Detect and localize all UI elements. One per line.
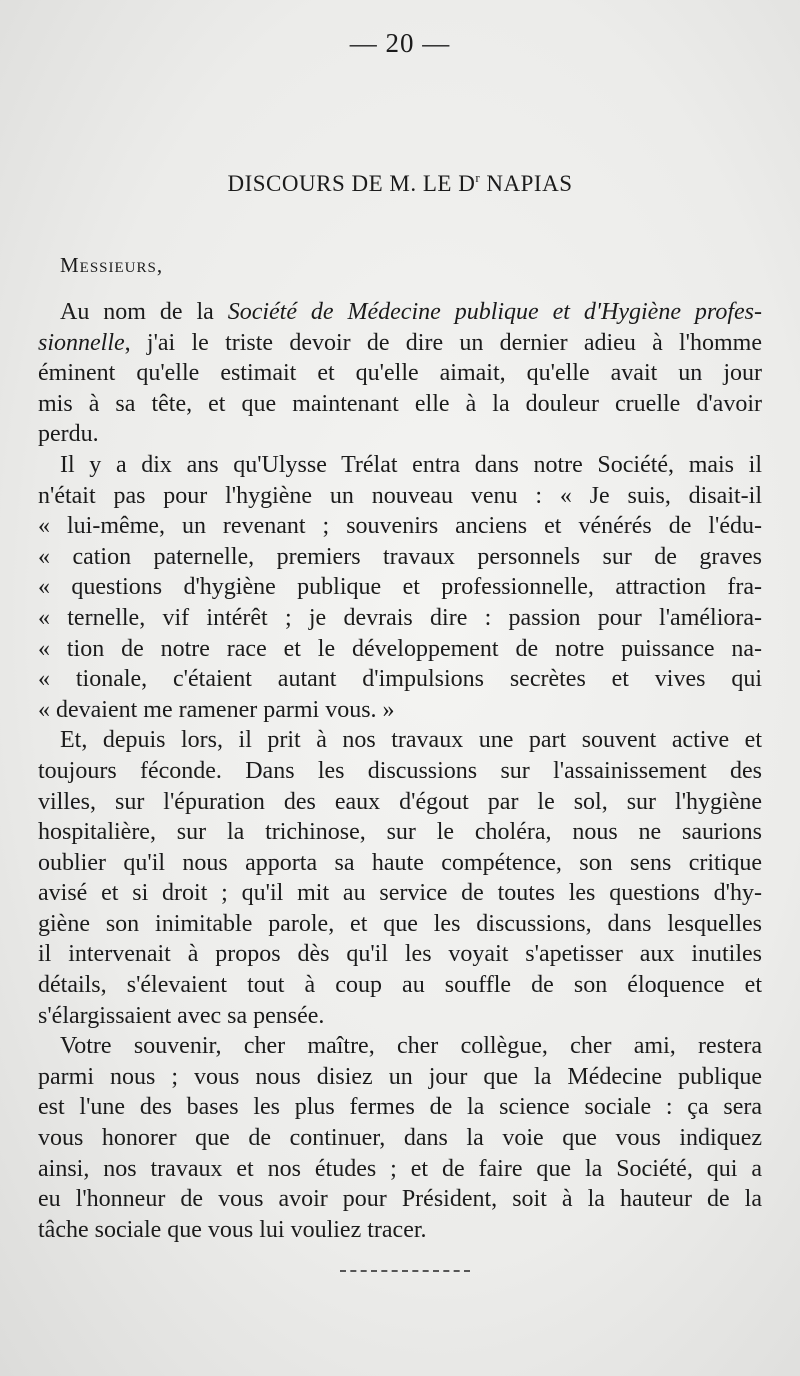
text-line: toujours féconde. Dans les discussions sur l'assainissement des	[38, 757, 762, 784]
closing-rule	[340, 1270, 470, 1272]
text-line: « devaient me ramener parmi vous. »	[38, 696, 395, 723]
text-line: giène son inimitable parole, et que les discussions, dans lesquelles	[38, 910, 762, 937]
text-line: sionnelle, j'ai le triste devoir de dire un dernier adieu à l'homme	[38, 329, 762, 356]
text-line: n'était pas pour l'hygiène un nouveau venu : « Je suis, disait-il	[38, 482, 762, 509]
paragraph-2	[38, 450, 762, 725]
heading-prefix: DISCOURS DE M. LE D	[227, 171, 476, 196]
heading-superscript: r	[475, 170, 481, 185]
text-line: détails, s'élevaient tout à coup au souffle de son éloquence et	[38, 972, 762, 999]
text-line: « tion de notre race et le développement de notre puissance na-	[38, 635, 762, 662]
text-line: tâche sociale que vous lui vouliez tracer.	[38, 1216, 427, 1243]
text-line: avisé et si droit ; qu'il mit au service de toutes les questions d'hy-	[38, 880, 762, 907]
paragraph-4	[38, 1031, 762, 1245]
page-heading	[0, 170, 800, 197]
text-line: villes, sur l'épuration des eaux d'égout par le sol, sur l'hygiène	[38, 788, 762, 815]
speech-body	[38, 297, 762, 1245]
text-line: est l'une des bases les plus fermes de la science sociale : ça sera	[38, 1094, 762, 1121]
page-number: — 20 —	[349, 28, 451, 58]
text-line: « lui-même, un revenant ; souvenirs anciens et vénérés de l'édu-	[38, 513, 762, 540]
italic-text: Société de Médecine publique et d'Hygiène profes-	[227, 299, 762, 325]
text-line: oublier qu'il nous apporta sa haute compétence, son sens critique	[38, 849, 762, 876]
text-line: « tionale, c'étaient autant d'impulsions secrètes et vives qui	[38, 666, 762, 693]
text-line: Et, depuis lors, il prit à nos travaux une part souvent active et	[60, 727, 762, 754]
text-line: il intervenait à propos dès qu'il les voyait s'apetisser aux inutiles	[38, 941, 762, 968]
text-line: « questions d'hygiène publique et professionnelle, attraction fra-	[38, 574, 762, 601]
text-line: eu l'honneur de vous avoir pour Président, soit à la hauteur de la	[38, 1186, 762, 1213]
text-line: Au nom de la Société de Médecine publique et d'Hygiène profes-	[60, 299, 762, 325]
text-line: « ternelle, vif intérêt ; je devrais dire : passion pour l'améliora-	[38, 604, 762, 631]
paragraph-1	[38, 297, 762, 450]
text-line: « cation paternelle, premiers travaux personnels sur de graves	[38, 543, 762, 570]
text-line: éminent qu'elle estimait et qu'elle aimait, qu'elle avait un jour	[38, 360, 762, 387]
italic-text: sionnelle	[38, 329, 125, 356]
text-line: ainsi, nos travaux et nos études ; et de faire que la Société, qui a	[38, 1155, 762, 1182]
text-line: mis à sa tête, et que maintenant elle à la douleur cruelle d'avoir	[38, 390, 762, 417]
text-line: vous honorer que de continuer, dans la voie que vous indiquez	[38, 1125, 762, 1152]
heading-suffix: NAPIAS	[480, 171, 573, 196]
text-line: hospitalière, sur la trichinose, sur le choléra, nous ne saurions	[38, 819, 762, 846]
text-line: s'élargissaient avec sa pensée.	[38, 1002, 325, 1029]
salutation: Messieurs,	[60, 253, 164, 277]
text-line: Votre souvenir, cher maître, cher collègue, cher ami, restera	[60, 1033, 762, 1060]
paragraph-3	[38, 725, 762, 1031]
text-line: parmi nous ; vous nous disiez un jour que la Médecine publique	[38, 1063, 762, 1090]
text-line: perdu.	[38, 421, 99, 448]
text-line: Il y a dix ans qu'Ulysse Trélat entra dans notre Société, mais il	[60, 451, 762, 478]
